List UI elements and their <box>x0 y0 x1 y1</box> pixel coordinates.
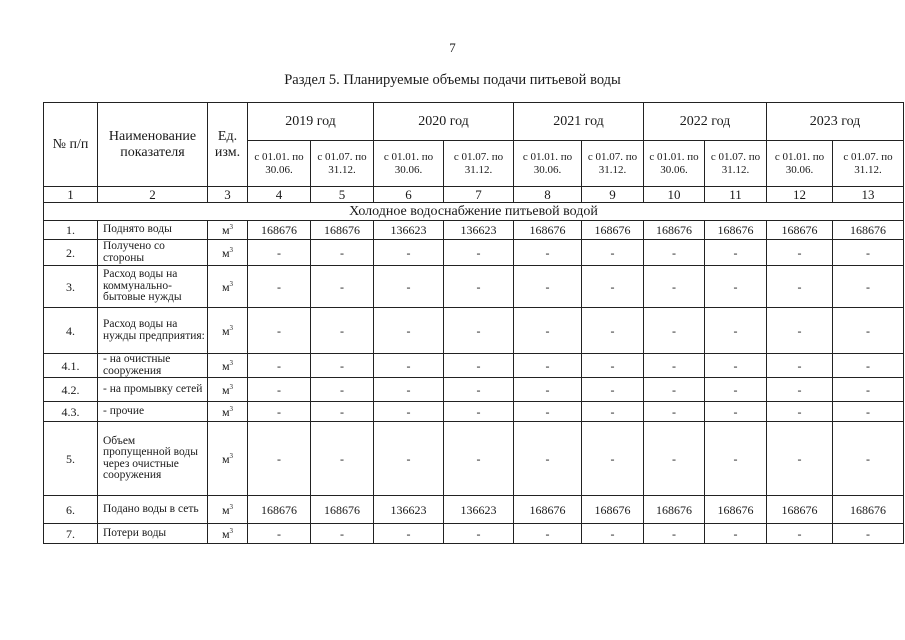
row-value: - <box>311 524 374 544</box>
row-value: - <box>833 240 904 266</box>
row-unit <box>208 354 248 378</box>
section-title: Холодное водоснабжение питьевой водой <box>44 203 904 221</box>
row-value: - <box>644 422 705 496</box>
row-name: - на очистные сооружения <box>98 354 208 378</box>
table-row <box>44 422 904 496</box>
unit-power: 3 <box>229 502 234 511</box>
row-value: - <box>644 266 705 308</box>
row-index: 6. <box>44 496 98 524</box>
table-row <box>44 524 904 544</box>
row-value: 168676 <box>514 221 582 240</box>
row-value: 168676 <box>833 221 904 240</box>
row-value: 168676 <box>582 221 644 240</box>
row-value: - <box>374 378 444 402</box>
row-value: 136623 <box>374 496 444 524</box>
row-value: - <box>444 422 514 496</box>
row-value: - <box>705 524 767 544</box>
row-value: - <box>311 266 374 308</box>
unit-power: 3 <box>229 358 234 367</box>
row-value: - <box>767 240 833 266</box>
row-unit <box>208 240 248 266</box>
page-number: 7 <box>449 40 456 55</box>
column-number: 13 <box>833 187 904 203</box>
row-value: - <box>644 402 705 422</box>
year-header: 2023 год <box>767 103 904 141</box>
row-value: 168676 <box>705 221 767 240</box>
unit-symbol: м <box>221 279 230 294</box>
unit-symbol: м <box>221 451 230 466</box>
row-value: - <box>444 354 514 378</box>
row-value: - <box>248 402 311 422</box>
row-value: - <box>444 266 514 308</box>
row-name: Объем пропущенной воды через очистные сооружения <box>98 422 208 496</box>
row-value: - <box>374 524 444 544</box>
row-value: - <box>705 378 767 402</box>
page-title: Раздел 5. Планируемые объемы подачи питьевой воды <box>284 72 621 88</box>
row-value: - <box>582 308 644 354</box>
row-unit <box>208 308 248 354</box>
column-number: 12 <box>767 187 833 203</box>
row-value: - <box>514 524 582 544</box>
row-value: 168676 <box>248 496 311 524</box>
unit-power: 3 <box>229 323 234 332</box>
row-value: - <box>514 402 582 422</box>
unit-power: 3 <box>229 526 234 535</box>
row-value: - <box>705 266 767 308</box>
row-value: - <box>374 240 444 266</box>
row-value: 136623 <box>444 496 514 524</box>
row-value: - <box>248 422 311 496</box>
row-value: - <box>248 354 311 378</box>
unit-symbol: м <box>221 404 230 419</box>
year-header: 2022 год <box>644 103 767 141</box>
row-value: - <box>705 240 767 266</box>
unit-symbol: м <box>221 223 230 237</box>
row-index: 3. <box>44 266 98 308</box>
row-index: 1. <box>44 221 98 240</box>
table-row <box>44 308 904 354</box>
row-value: - <box>833 378 904 402</box>
table-row <box>44 354 904 378</box>
row-value: 168676 <box>311 221 374 240</box>
row-name: Поднято воды <box>98 221 208 240</box>
row-name: Подано воды в сеть <box>98 496 208 524</box>
row-value: - <box>705 422 767 496</box>
unit-symbol: м <box>221 358 230 373</box>
row-value: - <box>644 524 705 544</box>
unit-symbol: м <box>221 526 230 541</box>
row-unit <box>208 266 248 308</box>
row-value: - <box>582 240 644 266</box>
column-number: 11 <box>705 187 767 203</box>
row-value: - <box>514 378 582 402</box>
row-unit <box>208 221 248 240</box>
row-name: Расход воды на нужды предприятия: <box>98 308 208 354</box>
column-number: 3 <box>208 187 248 203</box>
row-value: - <box>514 422 582 496</box>
row-value: - <box>514 354 582 378</box>
row-name: Получено со стороны <box>98 240 208 266</box>
period-header: с 01.01. по 30.06. <box>374 141 444 187</box>
row-value: - <box>705 354 767 378</box>
row-value: - <box>767 422 833 496</box>
row-name: Расход воды на коммунально-бытовые нужды <box>98 266 208 308</box>
row-value: - <box>444 240 514 266</box>
row-index: 2. <box>44 240 98 266</box>
year-header: 2021 год <box>514 103 644 141</box>
row-unit <box>208 378 248 402</box>
row-value: - <box>582 378 644 402</box>
row-value: - <box>311 402 374 422</box>
row-index: 4.2. <box>44 378 98 402</box>
row-value: 168676 <box>582 496 644 524</box>
unit-power: 3 <box>229 245 234 254</box>
row-value: 168676 <box>767 221 833 240</box>
row-value: 168676 <box>705 496 767 524</box>
row-value: - <box>833 354 904 378</box>
period-header: с 01.01. по 30.06. <box>248 141 311 187</box>
row-value: - <box>582 524 644 544</box>
row-value: - <box>833 308 904 354</box>
row-value: - <box>444 378 514 402</box>
row-value: 168676 <box>514 496 582 524</box>
period-header: с 01.07. по 31.12. <box>833 141 904 187</box>
row-unit <box>208 524 248 544</box>
row-value: - <box>514 308 582 354</box>
table-row <box>44 266 904 308</box>
header-num: № п/п <box>44 103 98 187</box>
period-header: с 01.07. по 31.12. <box>444 141 514 187</box>
row-value: - <box>767 524 833 544</box>
unit-symbol: м <box>221 502 230 517</box>
row-value: - <box>248 524 311 544</box>
period-header: с 01.07. по 31.12. <box>311 141 374 187</box>
row-value: - <box>644 378 705 402</box>
row-value: 168676 <box>767 496 833 524</box>
row-value: - <box>767 354 833 378</box>
row-value: - <box>444 308 514 354</box>
row-value: - <box>311 354 374 378</box>
row-value: - <box>248 378 311 402</box>
table-row <box>44 402 904 422</box>
year-header: 2020 год <box>374 103 514 141</box>
row-value: - <box>311 240 374 266</box>
row-value: - <box>705 402 767 422</box>
column-number: 7 <box>444 187 514 203</box>
row-value: - <box>705 308 767 354</box>
row-value: 168676 <box>833 496 904 524</box>
table-row <box>44 240 904 266</box>
row-unit <box>208 422 248 496</box>
row-value: - <box>582 266 644 308</box>
column-number: 2 <box>98 187 208 203</box>
row-value: 168676 <box>248 221 311 240</box>
unit-symbol: м <box>221 323 230 338</box>
row-value: - <box>248 308 311 354</box>
row-index: 4. <box>44 308 98 354</box>
row-unit <box>208 402 248 422</box>
unit-symbol: м <box>221 245 230 260</box>
row-value: - <box>644 354 705 378</box>
row-value: 168676 <box>644 496 705 524</box>
row-value: - <box>444 524 514 544</box>
row-value: - <box>767 308 833 354</box>
row-value: - <box>311 378 374 402</box>
unit-power: 3 <box>229 451 234 460</box>
row-index: 7. <box>44 524 98 544</box>
row-value: - <box>514 240 582 266</box>
row-value: - <box>644 240 705 266</box>
row-value: - <box>374 422 444 496</box>
year-header: 2019 год <box>248 103 374 141</box>
row-value: - <box>833 266 904 308</box>
row-value: 168676 <box>311 496 374 524</box>
row-value: - <box>374 354 444 378</box>
row-value: 136623 <box>444 221 514 240</box>
period-header: с 01.01. по 30.06. <box>514 141 582 187</box>
column-number: 4 <box>248 187 311 203</box>
row-value: - <box>767 402 833 422</box>
row-index: 4.3. <box>44 402 98 422</box>
row-value: - <box>833 524 904 544</box>
column-number: 8 <box>514 187 582 203</box>
row-value: - <box>248 240 311 266</box>
table-row <box>44 496 904 524</box>
row-index: 4.1. <box>44 354 98 378</box>
row-value: - <box>514 266 582 308</box>
row-value: - <box>248 266 311 308</box>
period-header: с 01.07. по 31.12. <box>705 141 767 187</box>
period-header: с 01.07. по 31.12. <box>582 141 644 187</box>
unit-power: 3 <box>229 279 234 288</box>
row-value: - <box>582 422 644 496</box>
water-supply-plan-table <box>43 102 904 544</box>
row-value: - <box>644 308 705 354</box>
row-value: - <box>311 422 374 496</box>
column-number: 5 <box>311 187 374 203</box>
row-name: Потери воды <box>98 524 208 544</box>
row-value: - <box>582 402 644 422</box>
unit-power: 3 <box>229 404 234 413</box>
period-header: с 01.01. по 30.06. <box>644 141 705 187</box>
table-row <box>44 221 904 240</box>
row-index: 5. <box>44 422 98 496</box>
table-row <box>44 378 904 402</box>
row-value: - <box>374 402 444 422</box>
row-unit <box>208 496 248 524</box>
row-value: - <box>767 378 833 402</box>
unit-power: 3 <box>229 382 234 391</box>
column-number: 9 <box>582 187 644 203</box>
row-value: - <box>833 422 904 496</box>
unit-symbol: м <box>221 382 230 397</box>
column-number: 1 <box>44 187 98 203</box>
row-name: - прочие <box>98 402 208 422</box>
row-value: 168676 <box>644 221 705 240</box>
period-header: с 01.01. по 30.06. <box>767 141 833 187</box>
header-unit: Ед. изм. <box>208 103 248 187</box>
row-value: - <box>311 308 374 354</box>
row-value: 136623 <box>374 221 444 240</box>
row-value: - <box>833 402 904 422</box>
row-value: - <box>444 402 514 422</box>
row-value: - <box>767 266 833 308</box>
column-number: 6 <box>374 187 444 203</box>
row-name: - на промывку сетей <box>98 378 208 402</box>
row-value: - <box>582 354 644 378</box>
row-value: - <box>374 266 444 308</box>
column-number: 10 <box>644 187 705 203</box>
header-name: Наименование показателя <box>98 103 208 187</box>
unit-power: 3 <box>229 223 234 231</box>
row-value: - <box>374 308 444 354</box>
